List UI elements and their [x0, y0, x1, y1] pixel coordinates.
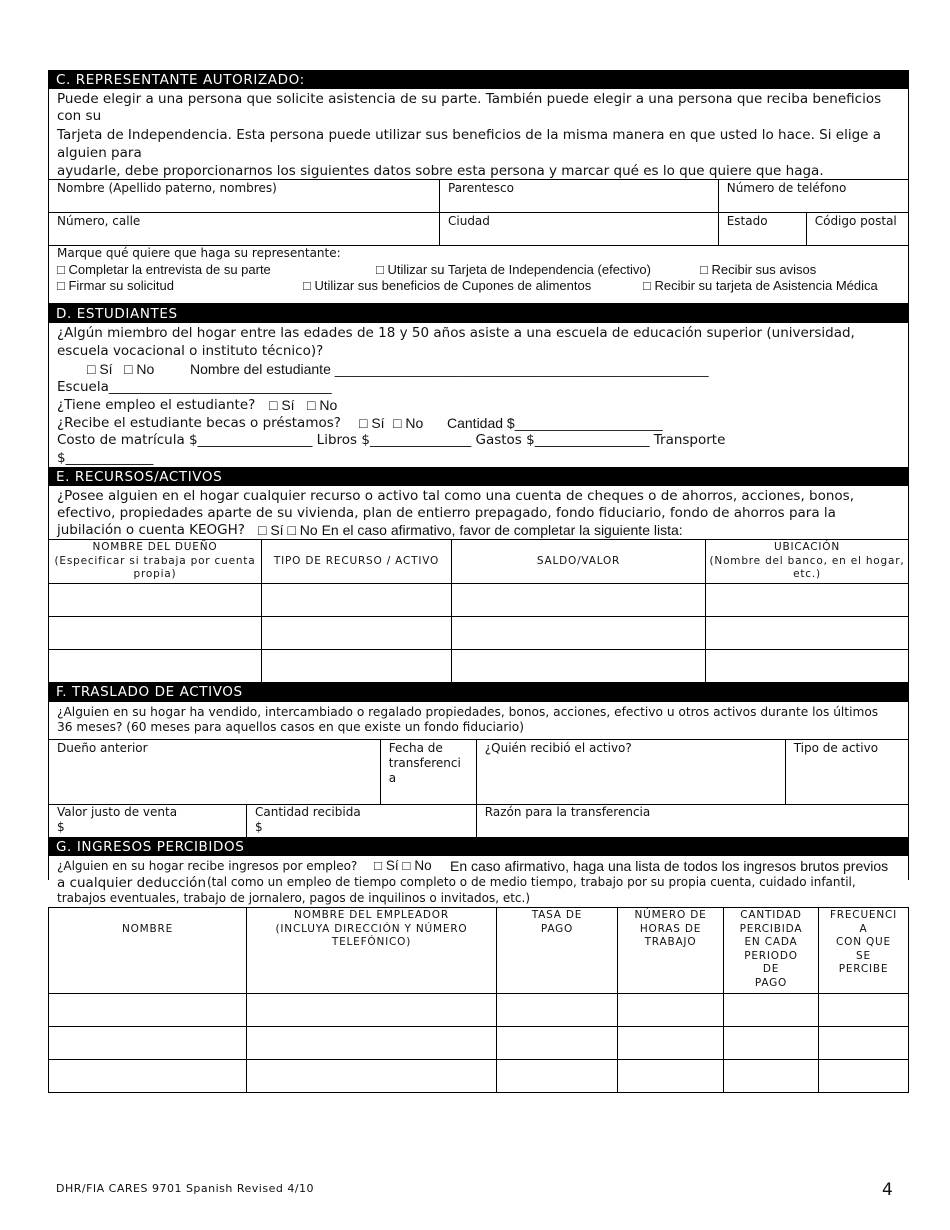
col-amount-line5: DE [762, 963, 780, 975]
transfer-date-line2: transferenci [388, 756, 461, 770]
income-cell[interactable] [247, 994, 497, 1027]
prev-owner-label: Dueño anterior [57, 741, 148, 755]
rep-city-label: Ciudad [448, 214, 490, 228]
section-f-header: F. TRASLADO DE ACTIVOS [48, 682, 909, 701]
col-employer-note2: TELEFÓNICO) [331, 936, 412, 948]
asset-transfer-question [49, 702, 908, 738]
section-c-header: C. REPRESENTANTE AUTORIZADO: [48, 70, 909, 89]
col-location-note: (Nombre del banco, en el hogar, [709, 554, 905, 567]
transfer-date-field[interactable] [380, 740, 476, 805]
earned-income-instructions-3: trabajos eventuales, trabajo de jornalero, pagos de inquilinos o invitados, etc.) [57, 891, 531, 905]
resource-cell[interactable] [452, 584, 706, 617]
col-rate-header [497, 908, 618, 994]
col-balance-text: SALDO/VALOR [536, 554, 621, 567]
students-no-checkbox[interactable]: □ No [124, 361, 155, 377]
asset-type-label: Tipo de activo [793, 741, 879, 755]
asset-transfer-question-cell [49, 702, 909, 740]
col-owner-text [49, 540, 261, 582]
who-received-label: ¿Quién recibió el activo? [484, 741, 632, 755]
fair-value-text: Valor justo de venta [57, 805, 178, 819]
resources-question-line3: jubilación o cuenta KEOGH? [57, 522, 245, 538]
col-hours-text [618, 908, 723, 950]
income-cell[interactable] [618, 1027, 724, 1060]
rep-relation-field[interactable] [440, 180, 719, 213]
col-frequency-line4: SE [856, 949, 871, 962]
col-hours-line2: HORAS DE [639, 922, 702, 935]
students-yes-checkbox[interactable]: □ Sí [87, 361, 113, 377]
col-frequency-line2: A [859, 922, 868, 935]
transfer-reason-label: Razón para la transferencia [484, 805, 651, 819]
table-row [49, 617, 909, 650]
transport-amount-field[interactable]: $_____________ [57, 450, 154, 466]
col-location-title: UBICACIÓN [773, 541, 841, 553]
resource-cell[interactable] [452, 650, 706, 683]
checkbox-medical[interactable]: □ Recibir su tarjeta de Asistencia Médica [643, 278, 878, 293]
rep-street-field[interactable] [49, 213, 440, 246]
col-rate-line2: PAGO [540, 922, 574, 935]
earned-income-instructions-2: (tal como un empleo de tiempo completo o de medio tiempo, trabajo por su propia cuenta, cuidado infantil, [207, 875, 856, 889]
rep-phone-field[interactable] [718, 180, 908, 213]
rep-zip-label: Código postal [814, 214, 897, 228]
earned-income-deduction: a cualquier deducción [57, 875, 207, 891]
col-location-text [706, 540, 908, 582]
income-cell[interactable] [819, 1027, 909, 1060]
section-d-header: D. ESTUDIANTES [48, 304, 909, 323]
col-type-header [262, 540, 452, 584]
income-cell[interactable] [724, 1060, 819, 1093]
earned-income-question: ¿Alguien en su hogar recibe ingresos por empleo? [57, 859, 358, 873]
table-row [49, 1060, 909, 1093]
col-frequency-line1: FRECUENCI [829, 909, 898, 921]
grants-question: ¿Recibe el estudiante becas o préstamos? [57, 415, 341, 431]
checkbox-interview[interactable]: □ Completar la entrevista de su parte [57, 262, 271, 277]
rep-state-label: Estado [726, 214, 768, 228]
col-hours-line3: TRABAJO [644, 936, 697, 948]
fair-value-field[interactable] [49, 805, 247, 838]
checkbox-notices[interactable]: □ Recibir sus avisos [700, 262, 817, 277]
transfer-date-label [381, 740, 476, 787]
col-owner-title: NOMBRE DEL DUEÑO [92, 541, 218, 553]
col-balance-header [452, 540, 706, 584]
col-owner-note: (Especificar si trabaja por cuenta [54, 554, 256, 567]
col-amount-line6: PAGO [754, 976, 788, 989]
employed-question: ¿Tiene empleo el estudiante? [57, 397, 256, 413]
income-cell[interactable] [247, 1027, 497, 1060]
income-cell[interactable] [724, 994, 819, 1027]
students-question-line2: escuela vocacional o instituto técnico)? [57, 343, 324, 359]
income-cell[interactable] [49, 1060, 247, 1093]
student-costs-line[interactable]: Costo de matrícula $_________________ Libros $_______________ Gastos $_________________ Transporte [57, 432, 726, 448]
col-location-header [706, 540, 909, 584]
rep-name-field[interactable] [49, 180, 440, 213]
col-employer-header [247, 908, 497, 994]
rep-phone-label: Número de teléfono [726, 181, 847, 195]
who-received-field[interactable] [476, 740, 785, 805]
table-row [49, 994, 909, 1027]
asset-transfer-table [48, 701, 909, 838]
income-cell[interactable] [497, 994, 618, 1027]
prev-owner-field[interactable] [49, 740, 381, 805]
income-cell[interactable] [49, 994, 247, 1027]
section-c-intro-line4: alguien para [57, 145, 142, 161]
employed-yes-checkbox[interactable]: □ Sí [269, 397, 295, 413]
rep-city-field[interactable] [440, 213, 719, 246]
col-rate-line1: TASA DE [531, 909, 583, 921]
col-frequency-line5: PERCIBE [838, 963, 889, 975]
earned-income-instructions-1: En caso afirmativo, haga una lista de todos los ingresos brutos previos [450, 858, 889, 874]
fair-value-label [49, 805, 246, 835]
resource-cell[interactable] [49, 584, 262, 617]
col-amount-line2: PERCIBIDA [739, 922, 803, 935]
section-c-intro-line2: con su [57, 108, 102, 124]
resources-yes-no-checkboxes[interactable]: □ Sí □ No En el caso afirmativo, favor de completar la siguiente lista: [258, 522, 683, 538]
col-owner-header [49, 540, 262, 584]
earned-income-table [48, 907, 909, 1093]
section-e-header: E. RECURSOS/ACTIVOS [48, 467, 909, 486]
rep-name-label: Nombre (Apellido paterno, nombres) [57, 181, 277, 195]
income-cell[interactable] [819, 1060, 909, 1093]
resource-cell[interactable] [706, 650, 909, 683]
asset-type-field[interactable] [785, 740, 908, 805]
col-employer-note: (INCLUYA DIRECCIÓN Y NÚMERO [275, 922, 468, 935]
resource-cell[interactable] [49, 650, 262, 683]
col-amount-text [724, 908, 818, 990]
section-c-intro-line5: ayudarle, debe proporcionarnos los siguientes datos sobre esta persona y marcar qué es lo que quiere que haga. [57, 163, 824, 179]
table-row [49, 650, 909, 683]
col-employer-title: NOMBRE DEL EMPLEADOR [294, 909, 449, 921]
rep-permissions-label: Marque qué quiere que haga su representante: [57, 246, 341, 260]
section-c-intro-line3: Tarjeta de Independencia. Esta persona puede utilizar sus beneficios de la misma manera en que usted lo hace. Si elige a [57, 127, 882, 143]
col-amount-line1: CANTIDAD [740, 909, 802, 921]
checkbox-sign[interactable]: □ Firmar su solicitud [57, 278, 174, 293]
col-owner-note2: propia) [133, 568, 177, 580]
income-cell[interactable] [497, 1027, 618, 1060]
resources-question-line1: ¿Posee alguien en el hogar cualquier recurso o activo tal como una cuenta de cheques o de ahorros, acciones, bonos, [57, 488, 854, 504]
page-number: 4 [882, 1180, 893, 1200]
col-frequency-header [819, 908, 909, 994]
checkbox-card-cash[interactable]: □ Utilizar su Tarjeta de Independencia (efectivo) [376, 262, 651, 277]
col-hours-line1: NÚMERO DE [634, 909, 707, 921]
earned-income-yes-no[interactable]: □ Sí □ No [374, 858, 432, 873]
rep-zip-field[interactable] [806, 213, 908, 246]
income-cell[interactable] [49, 1027, 247, 1060]
transfer-reason-field[interactable] [476, 805, 908, 838]
resource-cell[interactable] [706, 617, 909, 650]
rep-street-label: Número, calle [57, 214, 141, 228]
resource-cell[interactable] [706, 584, 909, 617]
table-row [49, 584, 909, 617]
grants-amount-field[interactable]: Cantidad $___________________ [447, 415, 663, 431]
form-id: DHR/FIA CARES 9701 Spanish Revised 4/10 [56, 1182, 315, 1195]
resource-cell[interactable] [262, 584, 452, 617]
grants-yes-checkbox[interactable]: □ Sí [359, 415, 385, 431]
grants-no-checkbox[interactable]: □ No [393, 415, 424, 431]
col-employer-text [247, 908, 496, 950]
school-field[interactable]: Escuela_________________________________ [57, 379, 332, 395]
checkbox-food[interactable]: □ Utilizar sus beneficios de Cupones de alimentos [303, 278, 592, 293]
student-name-field[interactable]: Nombre del estudiante ________________________________________________ [190, 361, 709, 377]
asset-transfer-question-line2: 36 meses? (60 meses para aquellos casos en que existe un fondo fiduciario) [57, 720, 524, 734]
col-rate-text [497, 908, 617, 936]
students-question-line1: ¿Algún miembro del hogar entre las edades de 18 y 50 años asiste a una escuela de educación superior (universidad, [57, 325, 855, 341]
col-type-text: TIPO DE RECURSO / ACTIVO [273, 554, 440, 567]
rep-relation-label: Parentesco [448, 181, 514, 195]
amount-received-label [247, 805, 476, 835]
resources-question-line2: efectivo, propiedades aparte de su vivienda, plan de entierro prepagado, fondo fiduciario, fondo de ahorros para la [57, 505, 836, 521]
income-cell[interactable] [724, 1027, 819, 1060]
amount-received-field[interactable] [247, 805, 477, 838]
income-cell[interactable] [247, 1060, 497, 1093]
amount-received-text: Cantidad recibida [255, 805, 361, 819]
section-c-intro-line1: Puede elegir a una persona que solicite asistencia de su parte. También puede elegir a una persona que reciba beneficios [57, 91, 882, 107]
col-hours-header [618, 908, 724, 994]
rep-state-field[interactable] [718, 213, 806, 246]
col-location-note2: etc.) [793, 568, 821, 580]
col-amount-header [724, 908, 819, 994]
resource-cell[interactable] [262, 650, 452, 683]
col-amount-line3: EN CADA [744, 936, 798, 948]
transfer-date-line3: a [388, 771, 397, 785]
transfer-date-line1: Fecha de [388, 741, 443, 755]
col-name-text: NOMBRE [121, 923, 174, 935]
income-cell[interactable] [497, 1060, 618, 1093]
section-g-header: G. INGRESOS PERCIBIDOS [48, 837, 909, 856]
col-frequency-text [819, 908, 908, 977]
income-cell[interactable] [618, 1060, 724, 1093]
resource-cell[interactable] [49, 617, 262, 650]
income-cell[interactable] [819, 994, 909, 1027]
col-amount-line4: PERIODO [744, 949, 798, 962]
resources-table [48, 539, 909, 683]
fair-value-dollar: $ [57, 820, 65, 834]
table-row [49, 1027, 909, 1060]
resource-cell[interactable] [452, 617, 706, 650]
amount-received-dollar: $ [255, 820, 263, 834]
income-cell[interactable] [618, 994, 724, 1027]
col-frequency-line3: CON QUE [836, 936, 891, 948]
asset-transfer-question-line1: ¿Alguien en su hogar ha vendido, intercambiado o regalado propiedades, bonos, acciones, efectivo u otros activos durante los últimos [57, 705, 879, 719]
employed-no-checkbox[interactable]: □ No [307, 397, 338, 413]
resource-cell[interactable] [262, 617, 452, 650]
col-name-header [49, 908, 247, 994]
